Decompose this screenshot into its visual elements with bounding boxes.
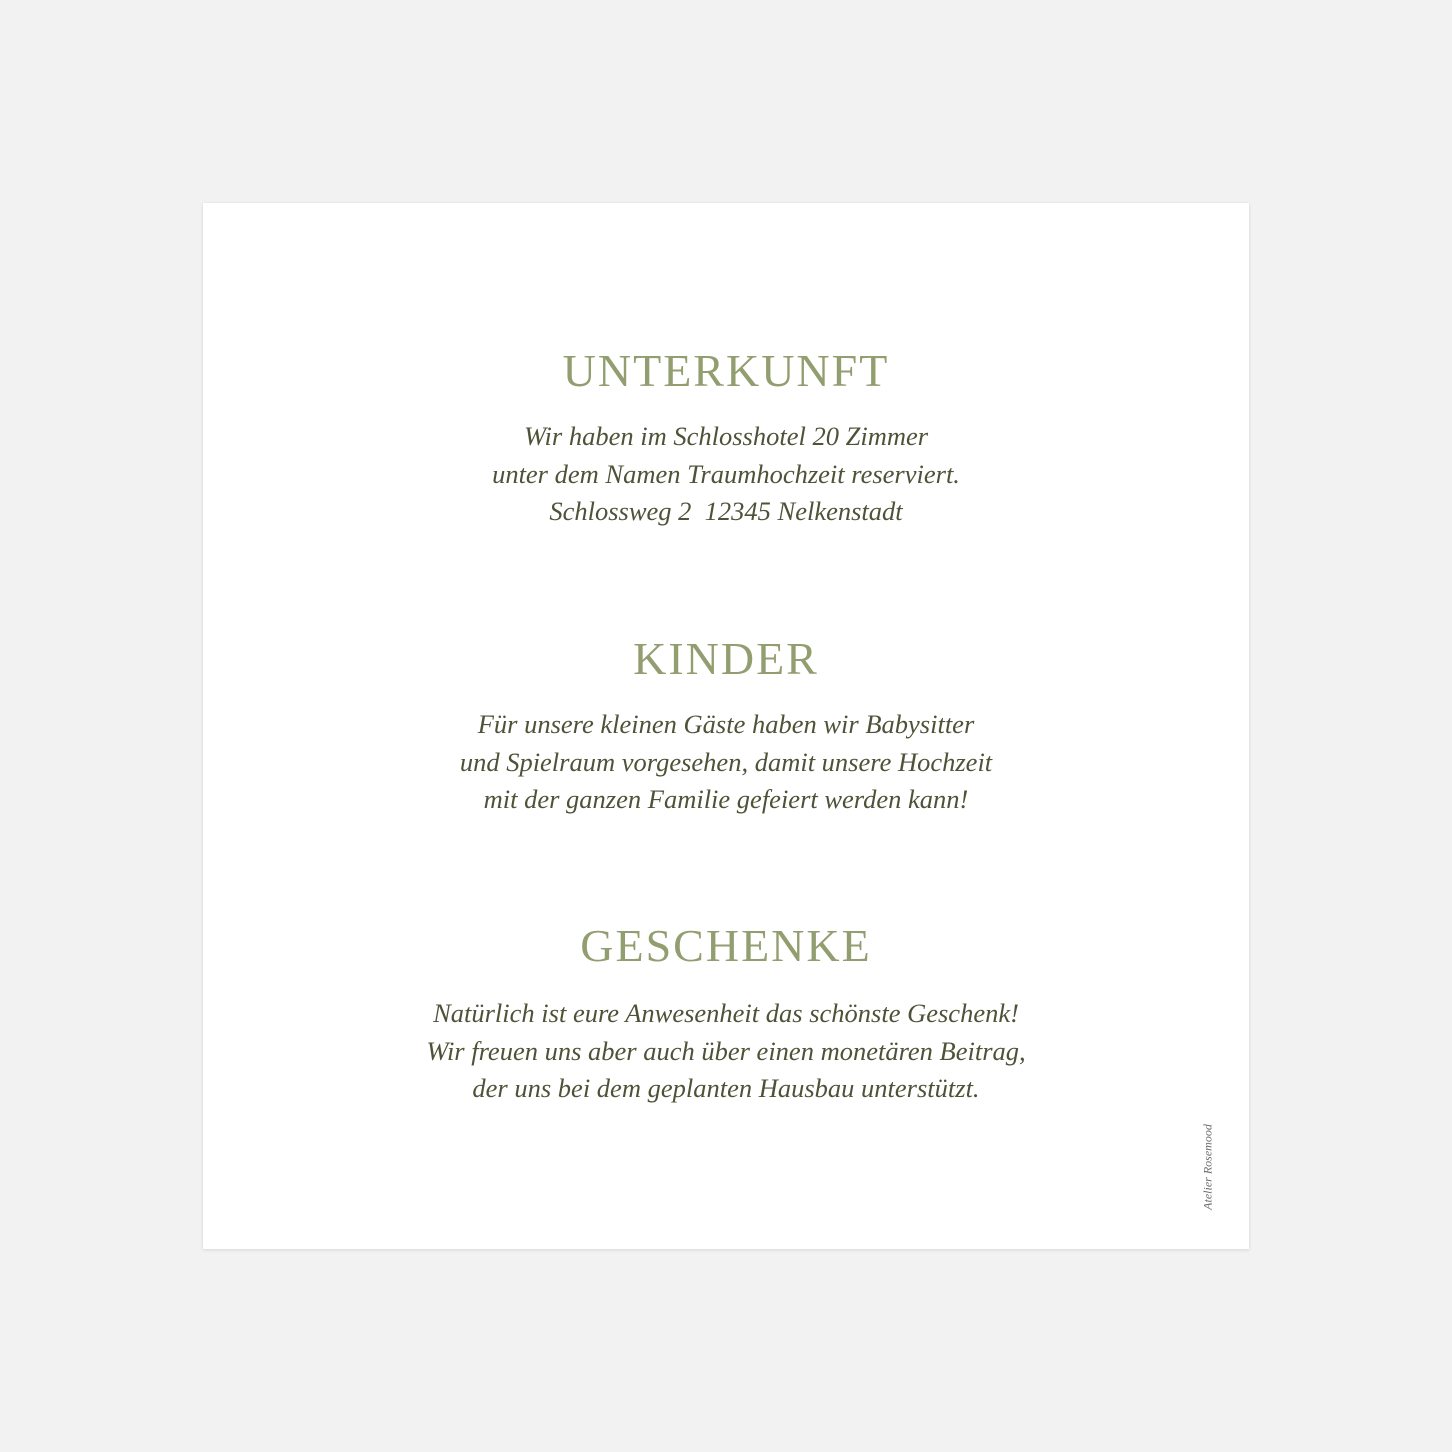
body-line: mit der ganzen Familie gefeiert werden kann!	[483, 784, 969, 814]
body-line: und Spielraum vorgesehen, damit unsere Hochzeit	[459, 746, 993, 777]
body-line: der uns bei dem geplanten Hausbau unterstützt.	[472, 1073, 980, 1103]
section-kinder	[203, 633, 1249, 819]
designer-credit-text: Atelier Rosemood	[1200, 1124, 1215, 1210]
body-line: Wir freuen uns aber auch über einen monetären Beitrag,	[426, 1035, 1026, 1066]
section-body	[203, 706, 1249, 819]
section-geschenke	[203, 920, 1249, 1108]
invitation-card	[203, 203, 1249, 1249]
section-body	[203, 418, 1249, 531]
body-line: Schlossweg 2 12345 Nelkenstadt	[549, 496, 903, 526]
body-line: Natürlich ist eure Anwesenheit das schönste Geschenk!	[433, 998, 1019, 1028]
body-line: unter dem Namen Traumhochzeit reserviert.	[492, 458, 960, 489]
section-body	[203, 995, 1249, 1108]
section-heading: GESCHENKE	[580, 920, 872, 971]
body-line: Wir haben im Schlosshotel 20 Zimmer	[523, 421, 929, 451]
section-unterkunft	[203, 345, 1249, 531]
section-heading: UNTERKUNFT	[562, 345, 890, 396]
section-heading: KINDER	[633, 633, 819, 684]
designer-credit	[1193, 1124, 1223, 1210]
body-line: Für unsere kleinen Gäste haben wir Babysitter	[477, 709, 975, 739]
